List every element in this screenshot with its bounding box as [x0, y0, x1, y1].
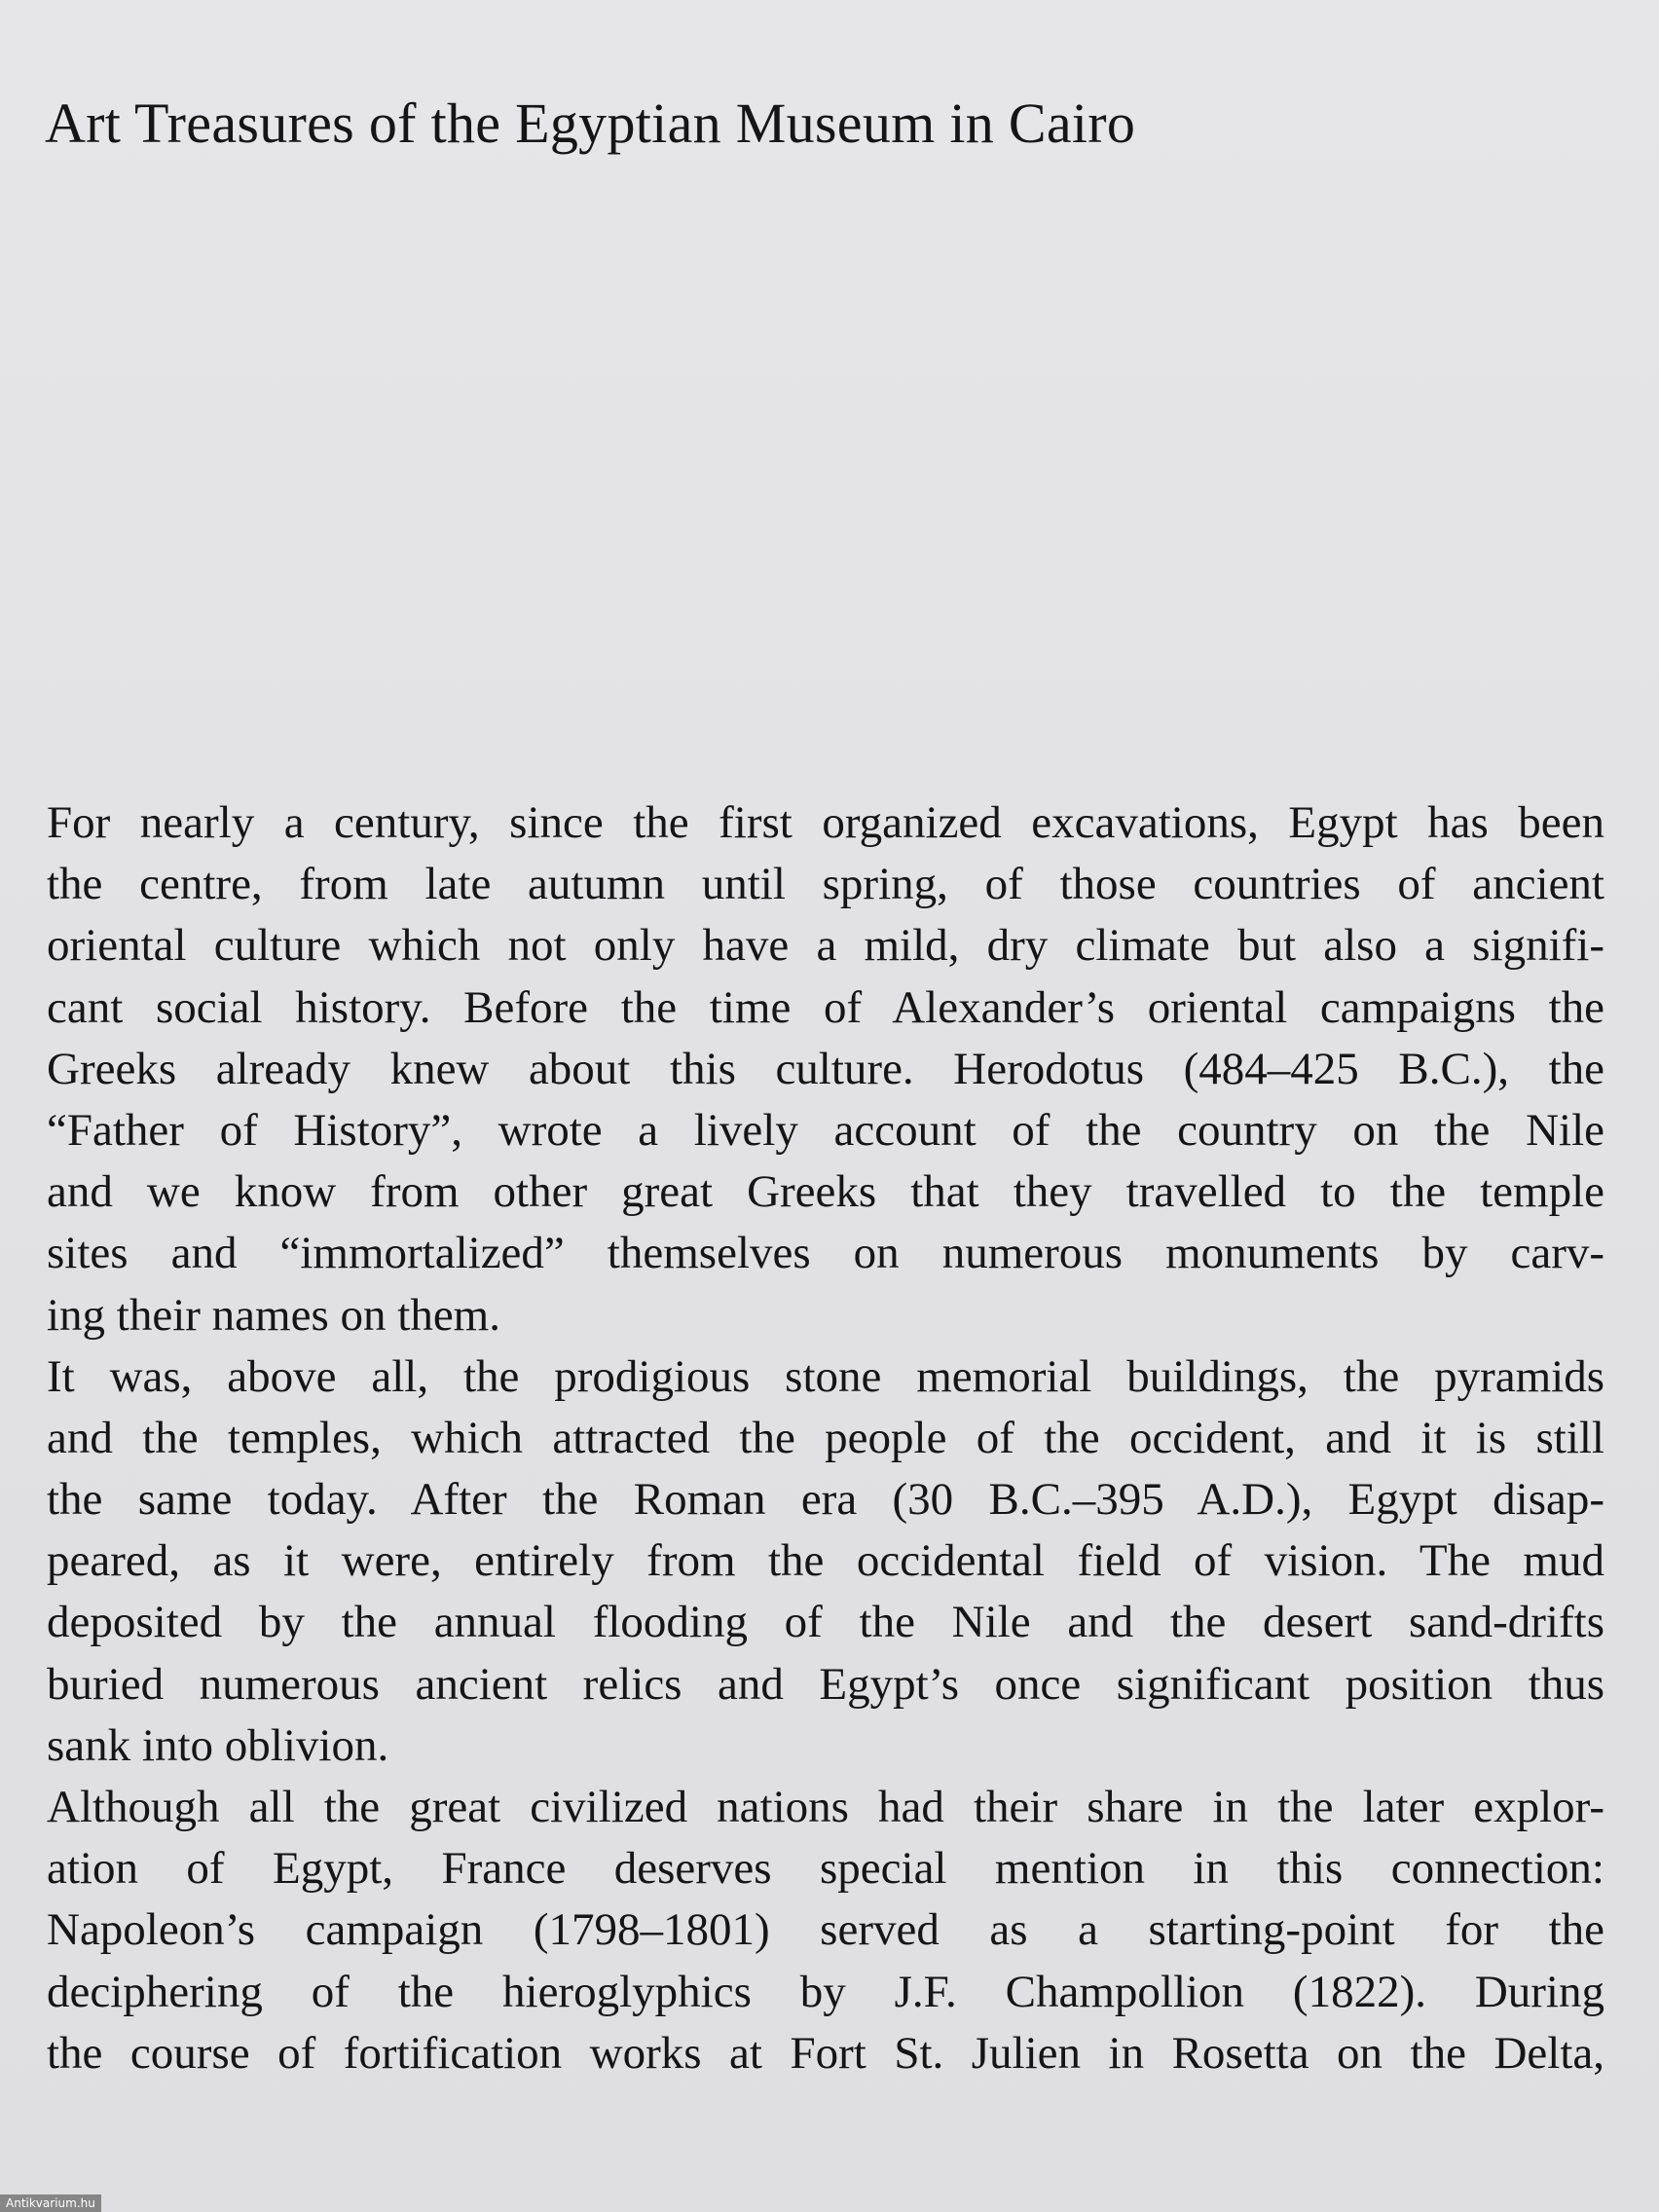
text-line: cant social history. Before the time of Alexander’s oriental campaigns the — [47, 981, 1604, 1033]
paragraph-3 — [47, 1777, 1604, 2084]
text-line: deposited by the annual flooding of the Nile and the desert sand-drifts — [47, 1597, 1604, 1648]
paragraph-2 — [47, 1346, 1604, 1777]
text-line: For nearly a century, since the first organized excavations, Egypt has been — [47, 797, 1604, 848]
text-line: sites and “immortalized” themselves on numerous monuments by carv- — [47, 1228, 1604, 1279]
text-line: ation of Egypt, France deserves special mention in this connection: — [47, 1843, 1604, 1895]
text-line: “Father of History”, wrote a lively account of the country on the Nile — [47, 1104, 1604, 1156]
text-line: oriental culture which not only have a mild, dry climate but also a signifi- — [47, 920, 1604, 972]
text-line: buried numerous ancient relics and Egypt’s once significant position thus — [47, 1658, 1604, 1710]
text-line: the centre, from late autumn until spring, of those countries of ancient — [47, 859, 1604, 910]
watermark: Antikvarium.hu — [0, 2194, 101, 2212]
paragraph-1 — [47, 793, 1604, 1346]
text-line: the course of fortification works at Fort St. Julien in Rosetta on the Delta, — [47, 2027, 1604, 2079]
text-line: the same today. After the Roman era (30 B.C.–395 A.D.), Egypt disap- — [47, 1474, 1604, 1526]
text-line: and the temples, which attracted the people of the occident, and it is still — [47, 1412, 1604, 1463]
text-line: sank into oblivion. — [47, 1719, 389, 1771]
body-text — [47, 793, 1604, 2084]
text-line: deciphering of the hieroglyphics by J.F. Champollion (1822). During — [47, 1966, 1604, 2017]
text-line: Greeks already knew about this culture. Herodotus (484–425 B.C.), the — [47, 1043, 1604, 1094]
text-line: Although all the great civilized nations had their share in the later explor- — [47, 1782, 1604, 1832]
text-line: peared, as it were, entirely from the occidental field of vision. The mud — [47, 1535, 1604, 1587]
text-line: It was, above all, the prodigious stone memorial buildings, the pyramids — [47, 1350, 1604, 1402]
page-title: Art Treasures of the Egyptian Museum in Cairo — [45, 92, 1136, 155]
text-line: ing their names on them. — [47, 1289, 500, 1341]
text-line: Napoleon’s campaign (1798–1801) served as a starting-point for the — [47, 1904, 1604, 1956]
text-line: and we know from other great Greeks that they travelled to the temple — [47, 1166, 1604, 1218]
